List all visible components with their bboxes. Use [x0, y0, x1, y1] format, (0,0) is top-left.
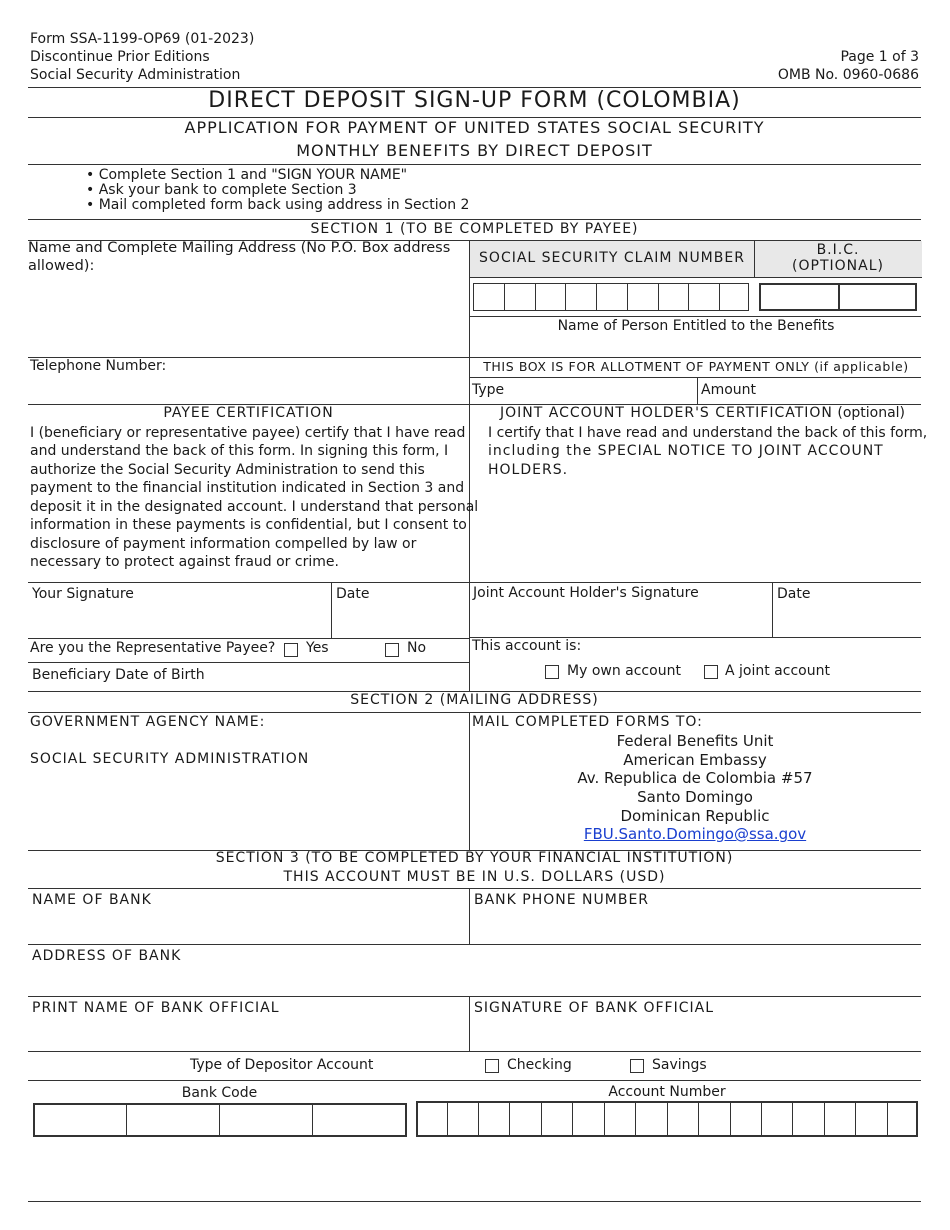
bank-address-field[interactable] — [30, 966, 918, 994]
payee-cert-line-2: and understand the back of this form. In signing this form, I — [30, 443, 449, 459]
savings-label: Savings — [652, 1057, 707, 1073]
page-number: Page 1 of 3 — [840, 49, 919, 65]
currency-note: THIS ACCOUNT MUST BE IN U.S. DOLLARS (USD) — [283, 869, 666, 885]
depositor-type-label: Type of Depositor Account — [190, 1057, 374, 1073]
your-signature-label: Your Signature — [32, 586, 134, 602]
address-line-3: Av. Republica de Colombia #57 — [577, 769, 813, 787]
joint-account-checkbox[interactable] — [704, 665, 718, 679]
address-line-1: Federal Benefits Unit — [616, 732, 774, 750]
joint-cert-title — [500, 405, 905, 422]
payee-cert-line-6: information in these payments is confidential, but I consent to — [30, 517, 467, 533]
ssn-digit-boxes[interactable] — [473, 283, 749, 311]
bic-optional: (OPTIONAL) — [792, 258, 884, 274]
account-number-label: Account Number — [608, 1084, 726, 1100]
checking-label: Checking — [507, 1057, 572, 1073]
joint-cert-line-3: HOLDERS. — [488, 462, 569, 478]
bank-code-label: Bank Code — [181, 1085, 258, 1101]
discontinue-note: Discontinue Prior Editions — [30, 49, 210, 65]
name-address-label: Name and Complete Mailing Address (No P.O. Box address — [28, 240, 451, 256]
agency-header: Social Security Administration — [30, 67, 241, 83]
payee-cert-line-4: payment to the financial institution indicated in Section 3 and — [30, 480, 465, 496]
form-number: Form SSA-1199-OP69 (01-2023) — [30, 31, 255, 47]
omb-number: OMB No. 0960-0686 — [777, 67, 919, 83]
telephone-field[interactable] — [30, 376, 466, 402]
joint-cert-optional: (optional) — [837, 405, 906, 421]
signature-official-label: SIGNATURE OF BANK OFFICIAL — [474, 1000, 714, 1016]
rep-payee-no-checkbox[interactable] — [385, 643, 399, 657]
payee-cert-line-7: disclosure of payment information compelled by law or — [30, 536, 417, 552]
mail-to-label: MAIL COMPLETED FORMS TO: — [472, 714, 703, 730]
entitled-person-label: Name of Person Entitled to the Benefits — [557, 318, 835, 334]
your-signature-field[interactable] — [30, 604, 328, 636]
checking-checkbox[interactable] — [485, 1059, 499, 1073]
name-address-field[interactable] — [30, 278, 466, 356]
bank-name-label: NAME OF BANK — [32, 892, 152, 908]
section2-heading: SECTION 2 (MAILING ADDRESS) — [350, 692, 599, 708]
address-line-4: Santo Domingo — [637, 788, 753, 806]
date-field[interactable] — [334, 604, 466, 636]
instruction-1: • Complete Section 1 and "SIGN YOUR NAME" — [86, 167, 408, 183]
amount-label: Amount — [701, 382, 757, 398]
joint-date-label: Date — [777, 586, 811, 602]
email-link[interactable]: FBU.Santo.Domingo@ssa.gov — [583, 825, 807, 843]
subtitle-line1: APPLICATION FOR PAYMENT OF UNITED STATES SOCIAL SECURITY — [184, 118, 765, 137]
subtitle-line2: MONTHLY BENEFITS BY DIRECT DEPOSIT — [296, 141, 653, 160]
account-is-label: This account is: — [472, 638, 582, 654]
own-account-checkbox[interactable] — [545, 665, 559, 679]
bank-name-field[interactable] — [30, 910, 466, 942]
payee-cert-line-5: deposit it in the designated account. I understand that personal — [30, 499, 479, 515]
ssn-label: SOCIAL SECURITY CLAIM NUMBER — [479, 250, 745, 266]
rep-payee-yes-checkbox[interactable] — [284, 643, 298, 657]
signature-official-field[interactable] — [472, 1018, 920, 1048]
joint-cert-line-1: I certify that I have read and understand the back of this form, — [488, 425, 928, 441]
page-title: DIRECT DEPOSIT SIGN-UP FORM (COLOMBIA) — [208, 88, 741, 113]
print-official-field[interactable] — [30, 1018, 466, 1048]
joint-date-field[interactable] — [775, 604, 919, 635]
payee-cert-line-3: authorize the Social Security Administration to send this — [30, 462, 425, 478]
type-label: Type — [472, 382, 505, 398]
payee-cert-title: PAYEE CERTIFICATION — [163, 405, 334, 421]
email-wrapper — [470, 825, 920, 843]
savings-checkbox[interactable] — [630, 1059, 644, 1073]
joint-cert-title-text: JOINT ACCOUNT HOLDER'S CERTIFICATION — [500, 405, 833, 421]
name-address-label-cont: allowed): — [28, 258, 95, 274]
instruction-2: • Ask your bank to complete Section 3 — [86, 182, 357, 198]
bic-label: B.I.C. — [816, 242, 860, 258]
joint-signature-label: Joint Account Holder's Signature — [473, 585, 699, 601]
allotment-label: THIS BOX IS FOR ALLOTMENT OF PAYMENT ONLY (if applicable) — [483, 359, 909, 374]
bank-phone-field[interactable] — [472, 910, 920, 942]
own-account-label: My own account — [567, 663, 681, 679]
bank-phone-label: BANK PHONE NUMBER — [474, 892, 650, 908]
joint-cert-line-2: including the SPECIAL NOTICE TO JOINT ACCOUNT — [488, 443, 884, 459]
payee-cert-line-1: I (beneficiary or representative payee) certify that I have read — [30, 425, 466, 441]
date-label: Date — [336, 586, 370, 602]
joint-account-label: A joint account — [725, 663, 830, 679]
telephone-label: Telephone Number: — [30, 358, 167, 374]
beneficiary-dob-label: Beneficiary Date of Birth — [32, 667, 205, 683]
address-line-5: Dominican Republic — [620, 807, 770, 825]
bank-address-label: ADDRESS OF BANK — [32, 948, 182, 964]
section3-heading: SECTION 3 (TO BE COMPLETED BY YOUR FINANCIAL INSTITUTION) — [215, 850, 734, 866]
payee-cert-line-8: necessary to protect against fraud or crime. — [30, 554, 339, 570]
instruction-3: • Mail completed form back using address in Section 2 — [86, 197, 470, 213]
section1-heading: SECTION 1 (TO BE COMPLETED BY PAYEE) — [310, 221, 639, 237]
joint-signature-field[interactable] — [472, 604, 770, 635]
rep-payee-question: Are you the Representative Payee? — [30, 640, 276, 656]
address-line-2: American Embassy — [623, 751, 767, 769]
agency-name-value: SOCIAL SECURITY ADMINISTRATION — [30, 751, 310, 767]
bank-code-boxes[interactable] — [33, 1103, 407, 1137]
rep-payee-yes-label: Yes — [306, 640, 329, 656]
print-official-label: PRINT NAME OF BANK OFFICIAL — [32, 1000, 280, 1016]
rep-payee-no-label: No — [407, 640, 427, 656]
agency-name-label: GOVERNMENT AGENCY NAME: — [30, 714, 266, 730]
